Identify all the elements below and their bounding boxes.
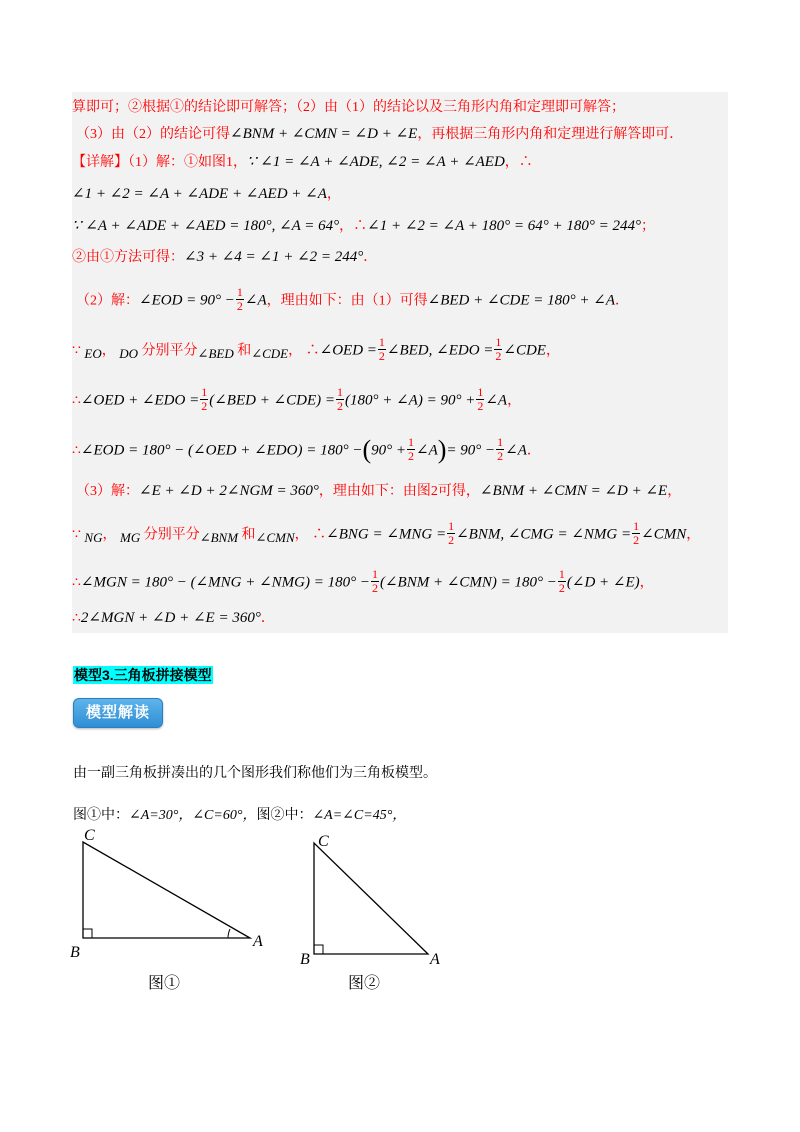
because-symbol: ∵ (72, 527, 81, 543)
text: 分别平分 (143, 527, 200, 543)
math: (∠BED + ∠CDE) = (209, 392, 335, 409)
fraction-num: 1 (236, 285, 243, 299)
math: NG (84, 529, 103, 545)
math: EO (84, 345, 102, 361)
text: ， (294, 527, 309, 543)
because-symbol: ∵ (72, 343, 81, 359)
math: ∠1 + ∠2 = ∠A + 180° = 64° + 180° = 244° (367, 218, 641, 234)
solution-line-1: 算即可；②根据①的结论即可解答；（2）由（1）的结论以及三角形内角和定理即可解答； (72, 100, 625, 115)
text: 图①中： (73, 808, 129, 823)
text: ， (288, 343, 303, 359)
math: ∠BED + ∠CDE = 180° + ∠A (427, 292, 616, 309)
fraction-den: 2 (497, 449, 504, 463)
text: 图②中： (256, 808, 313, 823)
figure-2-caption: 图② (348, 975, 381, 992)
fraction-den: 2 (495, 349, 502, 363)
text: ， (639, 575, 654, 591)
fraction-den: 2 (477, 399, 484, 413)
text: ， (545, 343, 560, 359)
math: DO (119, 345, 139, 361)
math: ∠A=∠C=45°， (312, 808, 407, 823)
fraction-num: 1 (408, 435, 415, 449)
math: ∠CMN (255, 529, 295, 545)
figure-2-triangle (300, 833, 440, 992)
text: ， (101, 343, 116, 359)
angle-arc-a (228, 929, 230, 938)
text: ． (615, 293, 630, 309)
vertex-a-label: A (253, 933, 263, 950)
math: = 90° − (446, 442, 496, 459)
math: ∠EOD = 90° − (139, 292, 235, 309)
text: ， (326, 187, 341, 202)
detail-tag: 【详解】 (72, 155, 128, 170)
math: (180° + ∠A) = 90° + (345, 392, 476, 409)
math: ∠OED = (319, 342, 377, 359)
fraction-num: 1 (337, 385, 343, 399)
text: ， (507, 393, 522, 409)
text: 和 (241, 527, 256, 543)
math: ∠E + ∠D + 2∠NGM = 360° (139, 483, 319, 499)
math: ∠MGN = 180° − (∠MNG + ∠NMG) = 180° − (80, 574, 370, 591)
therefore-symbol: ∴ (72, 575, 81, 591)
section-title: 模型3.三角板拼接模型 (74, 667, 212, 683)
therefore-symbol: ∴ (312, 527, 327, 543)
fraction-num: 1 (378, 335, 385, 349)
vertex-a-label: A (430, 951, 440, 968)
text: ，∴ (504, 155, 533, 170)
math: (∠BNM + ∠CMN) = 180° − (379, 574, 557, 591)
text: ②由①方法可得： (72, 250, 184, 265)
math: ∠BNG = ∠MNG = (326, 526, 447, 543)
triangle-1-outline (83, 842, 250, 938)
right-angle-mark-1 (83, 929, 92, 938)
math: ∠CMN (641, 526, 687, 543)
math: ∠BNM, ∠CMG = ∠NMG = (456, 526, 632, 543)
fraction-den: 2 (337, 399, 343, 413)
fraction-num: 1 (633, 519, 640, 533)
fraction-den: 2 (448, 533, 455, 547)
math: ∵ ∠A + ∠ADE + ∠AED = 180°, ∠A = 64° (72, 218, 340, 234)
fraction-den: 2 (371, 581, 378, 595)
figure-1-triangle (70, 827, 263, 992)
text: ，理由如下：由（1）可得 (266, 293, 428, 309)
math: ∠OED + ∠EDO = (80, 392, 200, 409)
fraction-num: 1 (448, 519, 455, 533)
fraction-num: 1 (497, 435, 504, 449)
therefore-symbol: ∴ (72, 393, 81, 409)
math: (∠D + ∠E) (566, 574, 640, 591)
fraction-den: 2 (201, 399, 208, 413)
math: ∠CDE (251, 345, 289, 361)
fraction-num: 1 (558, 567, 565, 581)
math: ∠A (485, 392, 508, 409)
text: （3）由（2）的结论可得 (76, 127, 230, 142)
therefore-symbol: ∴ (72, 443, 81, 459)
math: ∠BED (197, 345, 234, 361)
math: ∠CDE (503, 342, 546, 359)
math: 90° + (371, 442, 407, 459)
math: ∠A (505, 442, 527, 459)
text: ，理由如下：由图2可得， (318, 484, 480, 499)
text: （2）解： (76, 293, 139, 309)
text: ． (260, 611, 275, 626)
math: ∠A=30°，∠C=60°， (129, 808, 257, 823)
text: ， (686, 527, 701, 543)
vertex-c-label: C (84, 827, 95, 844)
paren: ) (437, 434, 447, 464)
math: ∠BNM (199, 529, 239, 545)
text: ． (363, 250, 378, 265)
vertex-c-label: C (318, 833, 329, 850)
fraction-num: 1 (201, 385, 208, 399)
text: ，∴ (339, 219, 368, 234)
fraction-den: 2 (408, 449, 415, 463)
fraction-den: 2 (558, 581, 565, 595)
math: ∠1 + ∠2 = ∠A + ∠ADE + ∠AED + ∠A (72, 186, 327, 202)
therefore-symbol: ∴ (305, 343, 320, 359)
fraction-den: 2 (378, 349, 385, 363)
text: ． (526, 443, 541, 459)
intro-text: 由一副三角板拼凑出的几个图形我们称他们为三角板模型。 (73, 766, 437, 781)
fraction-den: 2 (236, 299, 243, 313)
math: ∠3 + ∠4 = ∠1 + ∠2 = 244° (184, 249, 364, 265)
text: ， (102, 527, 117, 543)
text: 分别平分 (141, 343, 198, 359)
text: ； (640, 219, 655, 234)
math: ∠BED, ∠EDO = (386, 342, 494, 359)
text: 和 (237, 343, 252, 359)
therefore-symbol: ∴ (72, 611, 81, 626)
math: ∠EOD = 180° − (∠OED + ∠EDO) = 180° − (80, 442, 363, 459)
text: （1）解：①如图1， (128, 155, 247, 170)
triangle-2-outline (314, 843, 428, 954)
model-interpretation-badge: 模型解读 (73, 698, 163, 728)
vertex-b-label: B (300, 951, 310, 968)
math: MG (119, 529, 141, 545)
math: ∠BNM + ∠CMN = ∠D + ∠E (479, 483, 668, 499)
fraction-num: 1 (477, 385, 484, 399)
right-angle-mark-2 (314, 945, 323, 954)
vertex-b-label: B (70, 944, 80, 961)
math: ∠A (244, 292, 267, 309)
math: ∠A (416, 442, 438, 459)
text: （3）解： (76, 484, 139, 499)
paren: ( (362, 434, 372, 464)
math: ∠BNM + ∠CMN = ∠D + ∠E (230, 126, 418, 142)
text: ，再根据三角形内角和定理进行解答即可． (417, 127, 684, 142)
text: ， (667, 484, 682, 499)
math: 2∠MGN + ∠D + ∠E = 360° (80, 610, 261, 626)
fraction-den: 2 (633, 533, 640, 547)
math: ∵ ∠1 = ∠A + ∠ADE, ∠2 = ∠A + ∠AED (247, 154, 505, 170)
fraction-num: 1 (371, 567, 378, 581)
figure-1-caption: 图① (148, 975, 181, 992)
fraction-num: 1 (495, 335, 502, 349)
